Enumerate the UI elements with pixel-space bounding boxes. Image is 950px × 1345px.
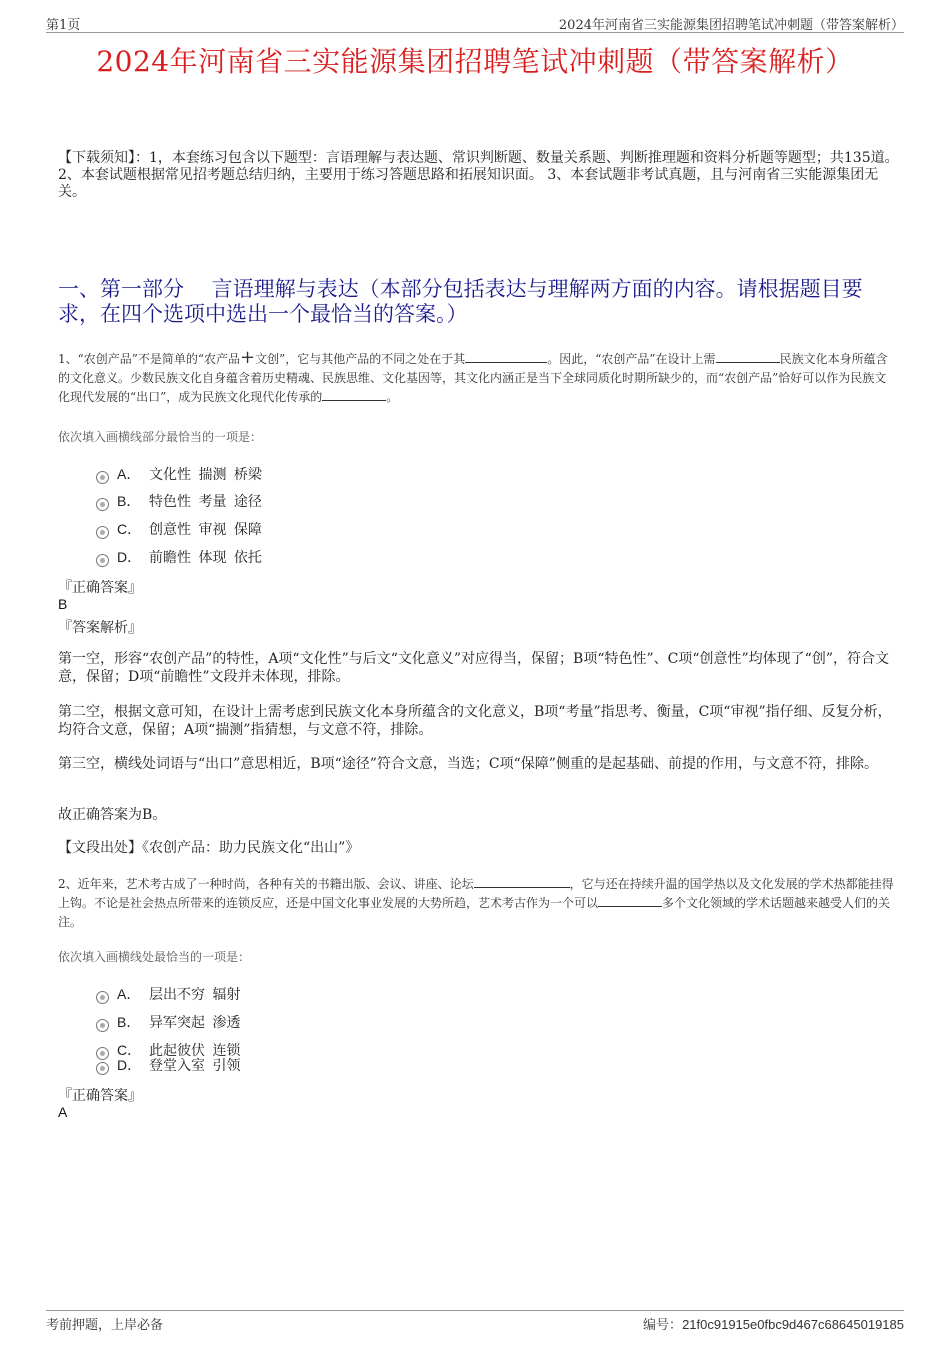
radio-icon[interactable] — [96, 554, 109, 567]
download-notice: 【下载须知】：1，本套练习包含以下题型：言语理解与表达题、常识判断题、数量关系题、判断推理题和资料分析题等题型；共135道。 2、本套试题根据常见招考题总结归纳，主要用于练习答题思路和拓展知识面。 3、本套试题非考试真题，且与河南省三实能源集团无关。 — [58, 150, 899, 200]
question-2-prompt: 依次填入画横线处最恰当的一项是： — [58, 950, 251, 964]
radio-icon[interactable] — [96, 471, 109, 484]
blank-line — [465, 350, 547, 363]
q1-answer-label: 『正确答案』 — [58, 580, 142, 596]
question-1-prompt: 依次填入画横线部分最恰当的一项是： — [58, 430, 263, 444]
q1-answer: B — [58, 596, 68, 612]
page-number: 第1页 — [46, 18, 81, 33]
radio-icon[interactable] — [96, 526, 109, 539]
q2-answer: A — [58, 1104, 68, 1120]
question-2-text: 2、近年来，艺术考古成了一种时尚，各种有关的书籍出版、会议、讲座、论坛 ，它与还在持续升温的国学热以及文化发展的学术热都能挂得上钩。不论是社会热点所带来的连锁反应，还是中国文化事业发展的大势所趋，艺术考古作为一个可以 多个文化领域的学术话题越来越受人们的关注。 — [58, 877, 894, 929]
q1-option-a[interactable]: A． 文化性 揣测 桥梁 — [96, 464, 262, 484]
radio-icon[interactable] — [96, 1019, 109, 1032]
footer-code: 编号：21f0c91915e0fbc9d467c68645019185 — [643, 1317, 904, 1333]
radio-icon[interactable] — [96, 991, 109, 1004]
q2-option-d[interactable]: D． 登堂入室 引领 — [96, 1055, 240, 1075]
q1-option-d[interactable]: D． 前瞻性 体现 依托 — [96, 547, 262, 567]
q2-answer-label: 『正确答案』 — [58, 1088, 142, 1104]
q2-option-c[interactable]: C． 此起彼伏 连锁 — [96, 1040, 240, 1060]
blank-line — [322, 388, 386, 401]
q1-analysis-para-1: 第一空，形容“农创产品”的特性，A项“文化性”与后文“文化意义”对应得当，保留；B项“特色性”、C项“创意性”均体现了“创”，符合文意，保留；D项“前瞻性”文段并未体现，排除。 — [58, 651, 889, 685]
page-title: 2024年河南省三实能源集团招聘笔试冲刺题（带答案解析） — [96, 45, 854, 78]
q1-analysis-para-3: 第三空，横线处词语与“出口”意思相近，B项“途径”符合文意，当选；C项“保障”侧重的是起基础、前提的作用，与文意不符，排除。 — [58, 756, 878, 772]
q1-analysis-label: 『答案解析』 — [58, 620, 142, 636]
blank-line — [716, 350, 780, 363]
section-heading: 一、第一部分 言语理解与表达（本部分包括表达与理解两方面的内容。请根据题目要求，在四个选项中选出一个最恰当的答案。） — [58, 277, 863, 326]
header-divider — [46, 32, 904, 33]
blank-line — [598, 894, 662, 907]
q1-analysis-para-2: 第二空，根据文意可知，在设计上需考虑到民族文化本身所蕴含的文化意义，B项“考量”指思考、衡量，C项“审视”指仔细、反复分析，均符合文意，保留；A项“揣测”指猜想，与文意不符，排除。 — [58, 704, 892, 738]
q1-option-c[interactable]: C． 创意性 审视 保障 — [96, 519, 262, 539]
radio-icon[interactable] — [96, 1062, 109, 1075]
q1-source: 【文段出处】《农创产品：助力民族文化“出山”》 — [58, 840, 360, 856]
q2-option-b[interactable]: B． 异军突起 渗透 — [96, 1012, 240, 1032]
radio-icon[interactable] — [96, 498, 109, 511]
footer-slogan: 考前押题，上岸必备 — [46, 1318, 164, 1333]
plus-sign: + — [240, 347, 256, 368]
footer-divider — [46, 1310, 904, 1311]
header-doc-title: 2024年河南省三实能源集团招聘笔试冲刺题（带答案解析） — [558, 18, 904, 33]
blank-line — [474, 875, 570, 888]
question-1-text: 1、“农创产品”不是简单的“农产品+文创”，它与其他产品的不同之处在于其 。因此，“农创产品”在设计上需 民族文化本身所蕴含的文化意义。少数民族文化自身蕴含着历史精魂、民族思维、文化基因等，其文化内涵正是当下全球同质化时期所缺少的，而“农创产品”恰好可以作为民族文化现代发展的“出口”，成为民族文化现代化传承的 。 — [58, 347, 888, 404]
q1-option-b[interactable]: B． 特色性 考量 途径 — [96, 491, 262, 511]
q1-analysis-conclusion: 故正确答案为B。 — [58, 807, 167, 823]
q2-option-a[interactable]: A． 层出不穷 辐射 — [96, 984, 240, 1004]
